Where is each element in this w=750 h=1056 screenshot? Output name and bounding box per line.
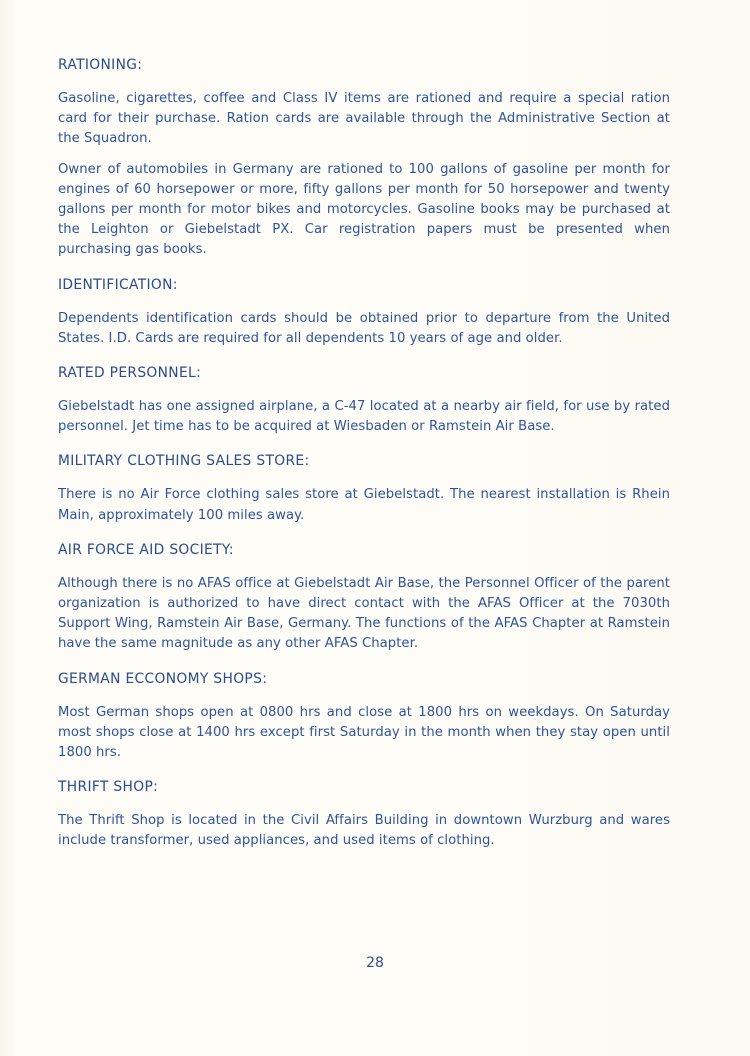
section-clothing-sales-store [58, 452, 670, 525]
section-identification [58, 276, 670, 349]
section-paragraph: Dependents identification cards should be obtained prior to departure from the United States. I.D. Cards are required for all dependents 10 years of age and older. [58, 310, 670, 346]
page-content [58, 56, 670, 862]
section-heading: GERMAN ECCONOMY SHOPS: [58, 670, 268, 687]
section-thrift-shop [58, 778, 670, 851]
section-heading: THRIFT SHOP: [58, 779, 159, 796]
section-heading: IDENTIFICATION: [58, 276, 178, 293]
section-rationing [58, 56, 670, 261]
section-paragraph: Although there is no AFAS office at Giebelstadt Air Base, the Personnel Officer of the parent organization is authorized to have direct contact with the AFAS Officer at the 7030th Support Wing, Ramstein Air Base, Germany. The functions of the AFAS Chapter at Ramstein have the same magnitude as any other AFAS Chapter. [58, 575, 670, 652]
section-heading: RATIONING: [58, 57, 143, 73]
section-heading: RATED PERSONNEL: [58, 365, 202, 382]
section-rated-personnel [58, 364, 670, 437]
section-paragraph: Gasoline, cigarettes, coffee and Class IV items are rationed and require a special ration card for their purchase. Ration cards are available through the Administrative Section at the Squadron. [58, 91, 670, 147]
section-paragraph: The Thrift Shop is located in the Civil Affairs Building in downtown Wurzburg and wares include transformer, used appliances, and used items of clothing. [58, 813, 670, 849]
section-air-force-aid-society [58, 541, 670, 655]
section-paragraph: Most German shops open at 0800 hrs and close at 1800 hrs on weekdays. On Saturday most shops close at 1400 hrs except first Saturday in the month when they stay open until 1800 hrs. [58, 704, 670, 761]
section-paragraph: There is no Air Force clothing sales store at Giebelstadt. The nearest installation is Rhein Main, approximately 100 miles away. [58, 487, 670, 523]
section-heading: MILITARY CLOTHING SALES STORE: [58, 453, 310, 470]
section-paragraph: Giebelstadt has one assigned airplane, a C-47 located at a nearby air field, for use by rated personnel. Jet time has to be acquired at Wiesbaden or Ramstein Air Base. [58, 399, 670, 435]
section-heading: AIR FORCE AID SOCIETY: [58, 541, 234, 558]
section-german-economy-shops [58, 670, 670, 764]
section-paragraph: Owner of automobiles in Germany are rationed to 100 gallons of gasoline per month for engines of 60 horsepower or more, fifty gallons per month for 50 horsepower and twenty gallons per month for motor bikes and motorcycles. Gasoline books may be purchased at the Leighton or Giebelstadt PX. Car registration papers must be presented when purchasing gas books. [58, 161, 670, 258]
page-number: 28 [366, 955, 384, 971]
